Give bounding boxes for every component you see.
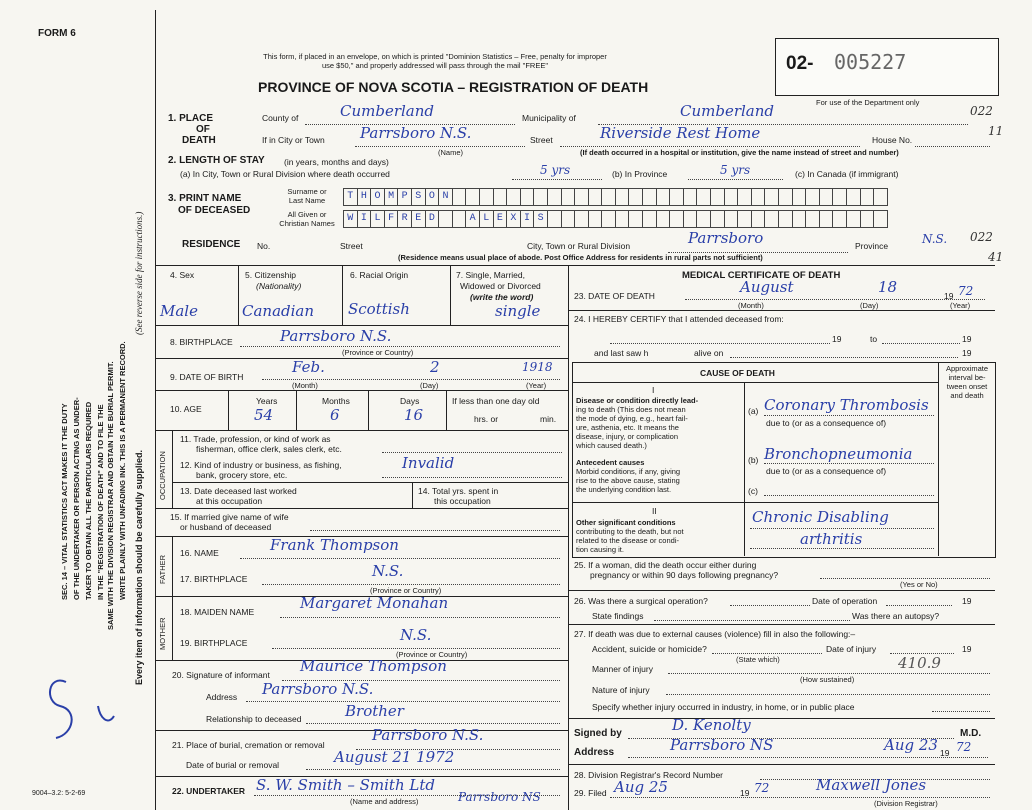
residence-city-value: Parrsboro [688, 229, 764, 247]
disease-text-3: the mode of dying, e.g., heart fail- [576, 414, 688, 423]
residence-label: RESIDENCE [182, 239, 241, 250]
spouse-label-a: 15. If married give name of wife [170, 512, 289, 522]
father-bp-caption: (Province or Country) [370, 586, 442, 595]
every-item-note: Every item of information should be carefully supplied. [134, 449, 144, 685]
municipality-value: Cumberland [680, 102, 775, 120]
notice-line-2: use $50," and properly addressed will pass through the mail "FREE" [321, 61, 549, 70]
morbid-text-2: rise to the above cause, stating [576, 476, 680, 485]
name-letter-cell [533, 188, 547, 206]
q25-yes-no: (Yes or No) [900, 580, 938, 589]
name-letter-cell [683, 188, 697, 206]
name-letter-cell: I [357, 210, 371, 228]
dod-month-caption: (Month) [738, 301, 764, 310]
form-code: 9004–3.2: 5-2-69 [32, 790, 86, 797]
name-letter-cell [832, 188, 846, 206]
physician-address-label: Address [574, 747, 615, 758]
informant-signature: Maurice Thompson [300, 657, 447, 675]
q27-label: 27. If death was due to external causes (violence) fill in also the following:– [574, 629, 856, 639]
antecedent-label: Antecedent causes [576, 458, 645, 467]
occ-14a: 14. Total yrs. spent in [418, 486, 499, 496]
name-letter-cell: O [370, 188, 384, 206]
code-1: 022 [970, 104, 993, 118]
name-letter-cell: E [493, 210, 507, 228]
given-label [272, 210, 342, 228]
place-label-2: OF [196, 124, 210, 135]
morbid-text-1: Morbid conditions, if any, giving [576, 467, 681, 476]
name-letter-cell [493, 188, 507, 206]
code-2: 11 [988, 124, 1004, 138]
age-months-value: 6 [330, 406, 340, 424]
name-letter-cell [561, 188, 575, 206]
name-letter-cell [764, 210, 778, 228]
name-letter-cell [561, 210, 575, 228]
given-label-1: All Given or [287, 210, 327, 219]
age-years-value: 54 [254, 406, 274, 424]
attend-label: 24. I HEREBY CERTIFY that I attended deceased from: [574, 314, 784, 324]
last-saw-label: and last saw h [594, 348, 649, 358]
q25-label-a: 25. If a woman, did the death occur either during [574, 560, 757, 570]
mother-maiden-label: 18. MAIDEN NAME [180, 607, 255, 617]
place-label-1: 1. PLACE [168, 113, 214, 124]
name-letter-cell [588, 188, 602, 206]
name-letter-cell: S [533, 210, 547, 228]
county-label: County of [262, 113, 299, 123]
dob-day: 2 [430, 358, 440, 376]
manner-label: Manner of injury [592, 664, 653, 674]
dod-year-prefix: 19 [944, 291, 954, 301]
name-letter-cell: I [520, 210, 534, 228]
code-4: 41 [988, 250, 1004, 264]
sec-line-5: SAME WITH THE DIVISION REGISTRAR AND OBTAIN THE BURIAL PERMIT. [106, 361, 115, 630]
name-letter-cell [846, 188, 860, 206]
name-letter-cell: D [425, 210, 439, 228]
name-letter-cell [628, 210, 642, 228]
registration-number: 005227 [834, 50, 907, 74]
mother-side-label: MOTHER [158, 617, 167, 650]
relationship-value: Brother [345, 702, 404, 720]
burial-date-label: Date of burial or removal [186, 760, 280, 770]
name-letter-cell [819, 210, 833, 228]
name-letter-cell [751, 188, 765, 206]
nature-label: Nature of injury [592, 685, 650, 695]
q25-label-b: pregnancy or within 90 days following pregnancy? [590, 570, 779, 580]
marital-label-2: Widowed or Divorced [460, 281, 541, 291]
name-letter-cell [547, 188, 561, 206]
roman-2: II [652, 506, 657, 516]
hrs-label: hrs. or [474, 414, 499, 424]
stay-c-label: (c) In Canada (if immigrant) [795, 169, 899, 179]
sec-line-6: WRITE PLAINLY WITH UNFADING INK. THIS IS A PERMANENT RECORD. [118, 341, 127, 600]
name-letter-cell [873, 210, 888, 228]
registrar-initial-mark [38, 668, 118, 748]
hospital-note: (If death occurred in a hospital or institution, give the name instead of street and number) [580, 148, 899, 157]
dod-month: August [740, 278, 794, 296]
disease-text-2: ing to death (This does not mean [576, 405, 686, 414]
dod-day-caption: (Day) [860, 301, 879, 310]
length-sub: (in years, months and days) [284, 157, 389, 167]
name-letter-cell [683, 210, 697, 228]
occ-11b: fisherman, office clerk, sales clerk, etc. [196, 444, 342, 454]
name-letter-cell [696, 210, 710, 228]
name-letter-cell: X [506, 210, 520, 228]
occ-12a: 12. Kind of industry or business, as fishing, [180, 460, 342, 470]
attend-from-19: 19 [832, 334, 842, 344]
given-name-cells [343, 210, 888, 228]
disease-text-4: ure, asthenia, etc. It means the [576, 423, 679, 432]
name-letter-cell [506, 188, 520, 206]
signed-by-value: D. Kenolty [672, 716, 751, 734]
father-name-value: Frank Thompson [270, 536, 399, 554]
name-letter-cell: P [397, 188, 411, 206]
dept-use-label: For use of the Department only [816, 98, 920, 107]
name-letter-cell [601, 210, 615, 228]
form-title: PROVINCE OF NOVA SCOTIA – REGISTRATION OF DEATH [258, 79, 649, 95]
name-letter-cell [792, 210, 806, 228]
interval-header-3: tween onset [946, 382, 988, 391]
citizenship-label: 5. Citizenship [245, 270, 297, 280]
how-sustained-caption: (How sustained) [800, 675, 855, 684]
dod-year: 72 [958, 284, 974, 298]
md-label: M.D. [960, 728, 982, 739]
stay-a-label: (a) In City, Town or Rural Division where death occurred [180, 169, 390, 179]
name-letter-cell: S [411, 188, 425, 206]
city-label: If in City or Town [262, 135, 325, 145]
name-letter-cell [724, 210, 738, 228]
father-bp-value: N.S. [372, 562, 404, 580]
racial-label: 6. Racial Origin [350, 270, 409, 280]
name-letter-cell [438, 210, 452, 228]
marital-label-1: 7. Single, Married, [456, 270, 525, 280]
specify-label: Specify whether injury occurred in industry, in home, or in public place [592, 702, 855, 712]
birthplace-caption: (Province or Country) [342, 348, 414, 357]
interval-header-1: Approximate [945, 364, 989, 373]
manner-code-value: 410.9 [898, 654, 941, 672]
citizenship-value: Canadian [242, 302, 315, 320]
name-letter-cell: N [438, 188, 452, 206]
name-letter-cell [452, 210, 466, 228]
name-letter-cell [628, 188, 642, 206]
reverse-note: (See reverse side for instructions.) [134, 211, 144, 335]
other-text-2: contributing to the death, but not [576, 527, 684, 536]
age-label: 10. AGE [170, 404, 202, 414]
interval-header-4: and death [950, 391, 984, 400]
mail-notice [200, 52, 670, 70]
injury-19: 19 [962, 644, 972, 654]
morbid-text [576, 467, 680, 494]
attend-to-19: 19 [962, 334, 972, 344]
name-letter-cell [819, 188, 833, 206]
registration-box [775, 38, 999, 96]
name-letter-cell [792, 188, 806, 206]
autopsy-label: Was there an autopsy? [852, 611, 940, 621]
age-months-label: Months [322, 396, 350, 406]
q29-label: 29. Filed [574, 788, 607, 798]
state-which-caption: (State which) [736, 655, 780, 664]
registrar-signature: Maxwell Jones [816, 776, 927, 794]
stay-b-value: 5 yrs [720, 163, 751, 177]
dob-day-caption: (Day) [420, 381, 439, 390]
physician-date-value: Aug 23 [884, 736, 938, 754]
disease-text-1: Disease or condition directly lead- [576, 396, 699, 405]
q26-label: 26. Was there a surgical operation? [574, 596, 708, 606]
other-conditions-value-2: arthritis [800, 530, 863, 548]
name-letter-cell: T [343, 188, 357, 206]
name-letter-cell: A [465, 210, 479, 228]
occ-12-value: Invalid [402, 454, 455, 472]
name-letter-cell [588, 210, 602, 228]
undertaker-value: S. W. Smith – Smith Ltd [256, 776, 435, 794]
disease-text-5: disease, injury, or complication [576, 432, 678, 441]
mother-bp-value: N.S. [400, 626, 432, 644]
filed-date-value: Aug 25 [614, 778, 668, 796]
name-letter-cell: F [384, 210, 398, 228]
house-label: House No. [872, 135, 913, 145]
name-letter-cell [615, 188, 629, 206]
name-letter-cell [574, 210, 588, 228]
operation-19: 19 [962, 596, 972, 606]
injury-date-label: Date of injury [826, 644, 877, 654]
min-label: min. [540, 414, 557, 424]
name-letter-cell [615, 210, 629, 228]
physician-date-19: 19 [940, 748, 950, 758]
age-days-value: 16 [404, 406, 424, 424]
relationship-label: Relationship to deceased [206, 714, 302, 724]
name-letter-cell [547, 210, 561, 228]
name-letter-cell [832, 210, 846, 228]
sec-line-1: SEC. 14 – VITAL STATISTICS ACT MAKES IT THE DUTY [60, 403, 69, 600]
cause-b-label: (b) [748, 455, 759, 465]
operation-date-label: Date of operation [812, 596, 878, 606]
city-value: Parrsboro N.S. [360, 124, 472, 142]
other-conditions-value-1: Chronic Disabling [752, 508, 889, 526]
father-bp-label: 17. BIRTHPLACE [180, 574, 248, 584]
name-letter-cell [574, 188, 588, 206]
name-letter-cell: R [397, 210, 411, 228]
registrar-caption: (Division Registrar) [874, 799, 938, 808]
street-label: Street [530, 135, 553, 145]
occ-13a: 13. Date deceased last worked [180, 486, 297, 496]
notice-line-1: This form, if placed in an envelope, on which is printed "Dominion Statistics – Free, penalty for improper [263, 52, 607, 61]
surname-label-1: Surname or [287, 187, 327, 196]
mother-bp-label: 19. BIRTHPLACE [180, 638, 248, 648]
mother-maiden-value: Margaret Monahan [300, 594, 449, 612]
place-label-3: DEATH [182, 135, 216, 146]
residence-note: (Residence means usual place of abode. Post Office Address for residents in rural parts not sufficient) [398, 253, 763, 262]
residence-street-label: Street [340, 241, 363, 251]
alive-on-label: alive on [694, 348, 724, 358]
surname-label [272, 187, 342, 205]
occ-14b: this occupation [434, 496, 491, 506]
given-label-2: Christian Names [279, 219, 335, 228]
name-letter-cell [465, 188, 479, 206]
burial-place-label: 21. Place of burial, cremation or removal [172, 740, 325, 750]
name-letter-cell [710, 210, 724, 228]
due-to-a: due to (or as a consequence of) [766, 418, 887, 428]
name-letter-cell [860, 188, 874, 206]
name-letter-cell [846, 210, 860, 228]
name-letter-cell [656, 210, 670, 228]
surname-cells [343, 188, 888, 206]
marital-label-3: (write the word) [470, 292, 534, 302]
informant-address-value: Parrsboro N.S. [262, 680, 374, 698]
residence-province-value: N.S. [922, 232, 948, 246]
cause-header: CAUSE OF DEATH [700, 368, 775, 378]
name-caption: (Name) [438, 148, 464, 157]
cause-c-label: (c) [748, 486, 758, 496]
dob-month-caption: (Month) [292, 381, 318, 390]
undertaker-label: 22. UNDERTAKER [172, 786, 246, 796]
attend-to: to [870, 334, 878, 344]
name-letter-cell [724, 188, 738, 206]
name-letter-cell [805, 210, 819, 228]
other-text-3: related to the disease or condi- [576, 536, 679, 545]
age-days-label: Days [400, 396, 420, 406]
citizenship-sub: (Nationality) [256, 281, 302, 291]
dob-month: Feb. [292, 358, 325, 376]
stay-a-value: 5 yrs [540, 163, 571, 177]
other-text-4: tion causing it. [576, 545, 624, 554]
sec-line-2: OF THE UNDERTAKER OR PERSON ACTING AS UNDER- [72, 397, 81, 600]
residence-province-label: Province [855, 241, 889, 251]
name-letter-cell [764, 188, 778, 206]
sec-line-4: IN THE "REGISTRATION OF DEATH" AND TO FILE THE [96, 404, 105, 600]
accident-label: Accident, suicide or homicide? [592, 644, 707, 654]
name-letter-cell [873, 188, 888, 206]
dod-day: 18 [878, 278, 898, 296]
occ-11a: 11. Trade, profession, or kind of work as [180, 434, 331, 444]
name-letter-cell [860, 210, 874, 228]
name-letter-cell: L [370, 210, 384, 228]
dob-year: 1918 [522, 360, 553, 374]
name-letter-cell: E [411, 210, 425, 228]
occupation-side-label: OCCUPATION [158, 451, 167, 500]
burial-place-value: Parrsboro N.S. [372, 726, 484, 744]
age-years-label: Years [256, 396, 278, 406]
physician-address-value: Parrsboro NS [670, 736, 774, 754]
name-letter-cell: H [357, 188, 371, 206]
filed-year: 72 [754, 781, 770, 795]
roman-1: I [652, 385, 655, 395]
name-letter-cell [737, 210, 751, 228]
county-value: Cumberland [340, 102, 435, 120]
name-letter-cell [778, 210, 792, 228]
name-letter-cell [642, 188, 656, 206]
cause-a-value: Coronary Thrombosis [764, 396, 929, 414]
name-letter-cell [479, 188, 493, 206]
sex-value: Male [160, 302, 198, 320]
cause-b-value: Bronchopneumonia [764, 445, 913, 463]
name-letter-cell [601, 188, 615, 206]
name-letter-cell [656, 188, 670, 206]
due-to-b: due to (or as a consequence of) [766, 466, 887, 476]
street-value: Riverside Rest Home [600, 124, 761, 142]
informant-address-label: Address [206, 692, 238, 702]
name-letter-cell [737, 188, 751, 206]
signed-by-label: Signed by [574, 728, 622, 739]
interval-header-2: interval be- [948, 373, 986, 382]
code-3: 022 [970, 230, 993, 244]
birthplace-label: 8. BIRTHPLACE [170, 337, 233, 347]
name-letter-cell [751, 210, 765, 228]
other-conditions-text [576, 518, 684, 554]
name-letter-cell [805, 188, 819, 206]
name-letter-cell [452, 188, 466, 206]
occ-12b: bank, grocery store, etc. [196, 470, 288, 480]
name-letter-cell: O [425, 188, 439, 206]
sec-line-3: TAKER TO OBTAIN ALL THE PARTICULARS REQUIRED [84, 401, 93, 600]
burial-date-value: August 21 1972 [334, 748, 455, 766]
birthplace-value: Parrsboro N.S. [280, 327, 392, 345]
print-name-label-2: OF DECEASED [178, 205, 251, 216]
name-letter-cell: M [384, 188, 398, 206]
father-side-label: FATHER [158, 554, 167, 584]
spouse-label-b: or husband of deceased [180, 522, 272, 532]
municipality-label: Municipality of [522, 113, 576, 123]
q28-label: 28. Division Registrar's Record Number [574, 770, 724, 780]
name-letter-cell: L [479, 210, 493, 228]
registration-prefix: 02- [786, 53, 814, 74]
informant-label: 20. Signature of informant [172, 670, 270, 680]
morbid-text-3: the underlying condition last. [576, 485, 672, 494]
name-letter-cell [669, 210, 683, 228]
name-letter-cell [669, 188, 683, 206]
other-text-1: Other significant conditions [576, 518, 676, 527]
name-letter-cell [696, 188, 710, 206]
father-name-label: 16. NAME [180, 548, 219, 558]
less-day-label: If less than one day old [452, 396, 540, 406]
medical-header: MEDICAL CERTIFICATE OF DEATH [682, 270, 841, 281]
name-letter-cell: W [343, 210, 357, 228]
undertaker-address-value: Parrsboro NS [458, 790, 541, 804]
length-label: 2. LENGTH OF STAY [168, 155, 265, 166]
findings-label: State findings [592, 611, 644, 621]
mother-bp-caption: (Province or Country) [396, 650, 468, 659]
undertaker-caption: (Name and address) [350, 797, 419, 806]
dod-year-caption: (Year) [950, 301, 971, 310]
name-letter-cell [778, 188, 792, 206]
filed-19: 19 [740, 788, 750, 798]
name-letter-cell [520, 188, 534, 206]
alive-on-19: 19 [962, 348, 972, 358]
name-letter-cell [710, 188, 724, 206]
dod-label: 23. DATE OF DEATH [574, 291, 655, 301]
cause-a-label: (a) [748, 406, 759, 416]
disease-text [576, 396, 698, 450]
dob-label: 9. DATE OF BIRTH [170, 372, 244, 382]
residence-city-label: City, Town or Rural Division [527, 241, 631, 251]
racial-value: Scottish [348, 300, 410, 318]
print-name-label-1: 3. PRINT NAME [168, 193, 242, 204]
dob-year-caption: (Year) [526, 381, 547, 390]
name-letter-cell [642, 210, 656, 228]
residence-no-label: No. [257, 241, 271, 251]
sex-label: 4. Sex [170, 270, 195, 280]
disease-text-6: which caused death.) [576, 441, 647, 450]
occ-13b: at this occupation [196, 496, 263, 506]
stay-b-label: (b) In Province [612, 169, 668, 179]
interval-header [940, 364, 994, 400]
marital-value: single [495, 302, 541, 320]
surname-label-2: Last Name [288, 196, 326, 205]
physician-date-year: 72 [956, 740, 972, 754]
form-id: FORM 6 [38, 28, 76, 39]
